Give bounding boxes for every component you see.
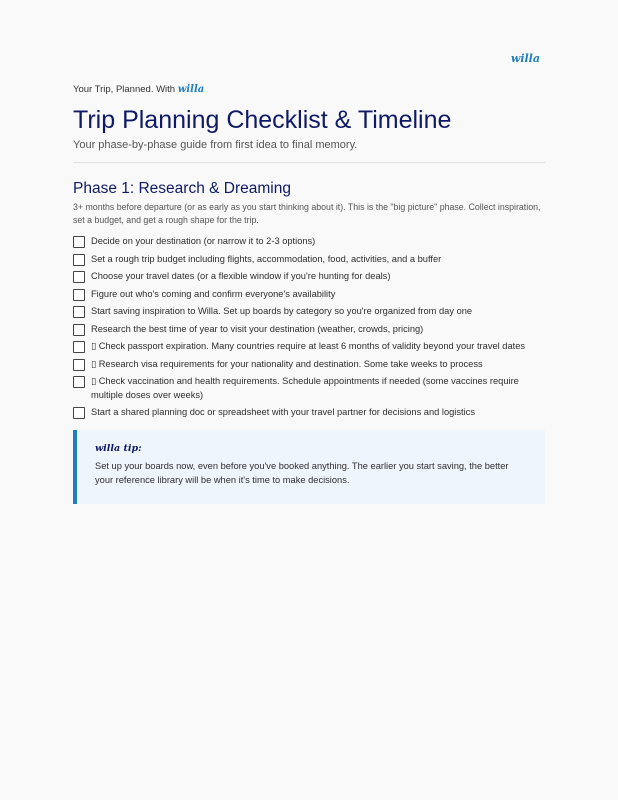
- page-subtitle: Your phase-by-phase guide from first idea to final memory.: [73, 139, 358, 151]
- checkbox[interactable]: [73, 271, 85, 283]
- tip-text: Set up your boards now, even before you've booked anything. The earlier you start saving, the better your reference library will be when it's time to make decisions.: [95, 460, 509, 485]
- tip-callout: [73, 430, 545, 504]
- brand-logo: willa: [510, 52, 540, 65]
- checkbox[interactable]: [73, 254, 85, 266]
- checklist-item: [73, 358, 545, 372]
- phase-title: Phase 1: Research & Dreaming: [73, 180, 291, 197]
- checklist-item-text: Set a rough trip budget including flights, accommodation, food, activities, and a buffer: [91, 253, 442, 264]
- checkbox[interactable]: [73, 324, 85, 336]
- checklist-item: [73, 406, 545, 420]
- checklist-item: [73, 340, 545, 354]
- checklist-item-text: ▯ Check passport expiration. Many countries require at least 6 months of validity beyond your travel dates: [91, 341, 526, 351]
- tip-label: willa tip:: [95, 442, 142, 454]
- checklist-item: [73, 253, 545, 267]
- checklist-item: [73, 305, 545, 319]
- checkbox[interactable]: [73, 236, 85, 248]
- checklist-item-text: Figure out who's coming and confirm everyone's availability: [91, 288, 336, 299]
- kicker-text: Your Trip, Planned. With: [73, 84, 176, 95]
- checklist-item: [73, 270, 545, 284]
- checklist-item-text: ▯ Research visa requirements for your nationality and destination. Some take weeks to process: [91, 358, 483, 369]
- checklist-item-text: Decide on your destination (or narrow it to 2-3 options): [91, 236, 316, 246]
- divider: [73, 162, 545, 163]
- checkbox[interactable]: [73, 359, 85, 371]
- page-title: Trip Planning Checklist & Timeline: [73, 106, 452, 134]
- checklist-item-text: ▯ Check vaccination and health requirements. Schedule appointments if needed (some vaccines require multiple doses over weeks): [91, 376, 519, 400]
- checklist-item: [73, 323, 545, 337]
- checkbox[interactable]: [73, 376, 85, 388]
- checklist-item-text: Research the best time of year to visit your destination (weather, crowds, pricing): [91, 323, 424, 334]
- checklist-item: [73, 288, 545, 302]
- checklist-item: [73, 235, 545, 249]
- kicker-brand: willa: [177, 84, 205, 95]
- checklist-item: [73, 375, 545, 402]
- checkbox[interactable]: [73, 341, 85, 353]
- checklist: [73, 235, 545, 420]
- checkbox[interactable]: [73, 407, 85, 419]
- checklist-item-text: Start saving inspiration to Willa. Set up boards by category so you're organized from day one: [91, 306, 473, 316]
- checklist-item-text: Start a shared planning doc or spreadsheet with your travel partner for decisions and logistics: [91, 407, 475, 417]
- checkbox[interactable]: [73, 306, 85, 318]
- checkbox[interactable]: [73, 289, 85, 301]
- kicker-line: [73, 84, 545, 96]
- document-page: [73, 84, 545, 504]
- checklist-item-text: Choose your travel dates (or a flexible window if you're hunting for deals): [91, 271, 391, 281]
- phase-description: 3+ months before departure (or as early as you start thinking about it). This is the "big picture" phase. Collect inspiration, set a budget, and get a rough shape for the trip.: [73, 202, 541, 225]
